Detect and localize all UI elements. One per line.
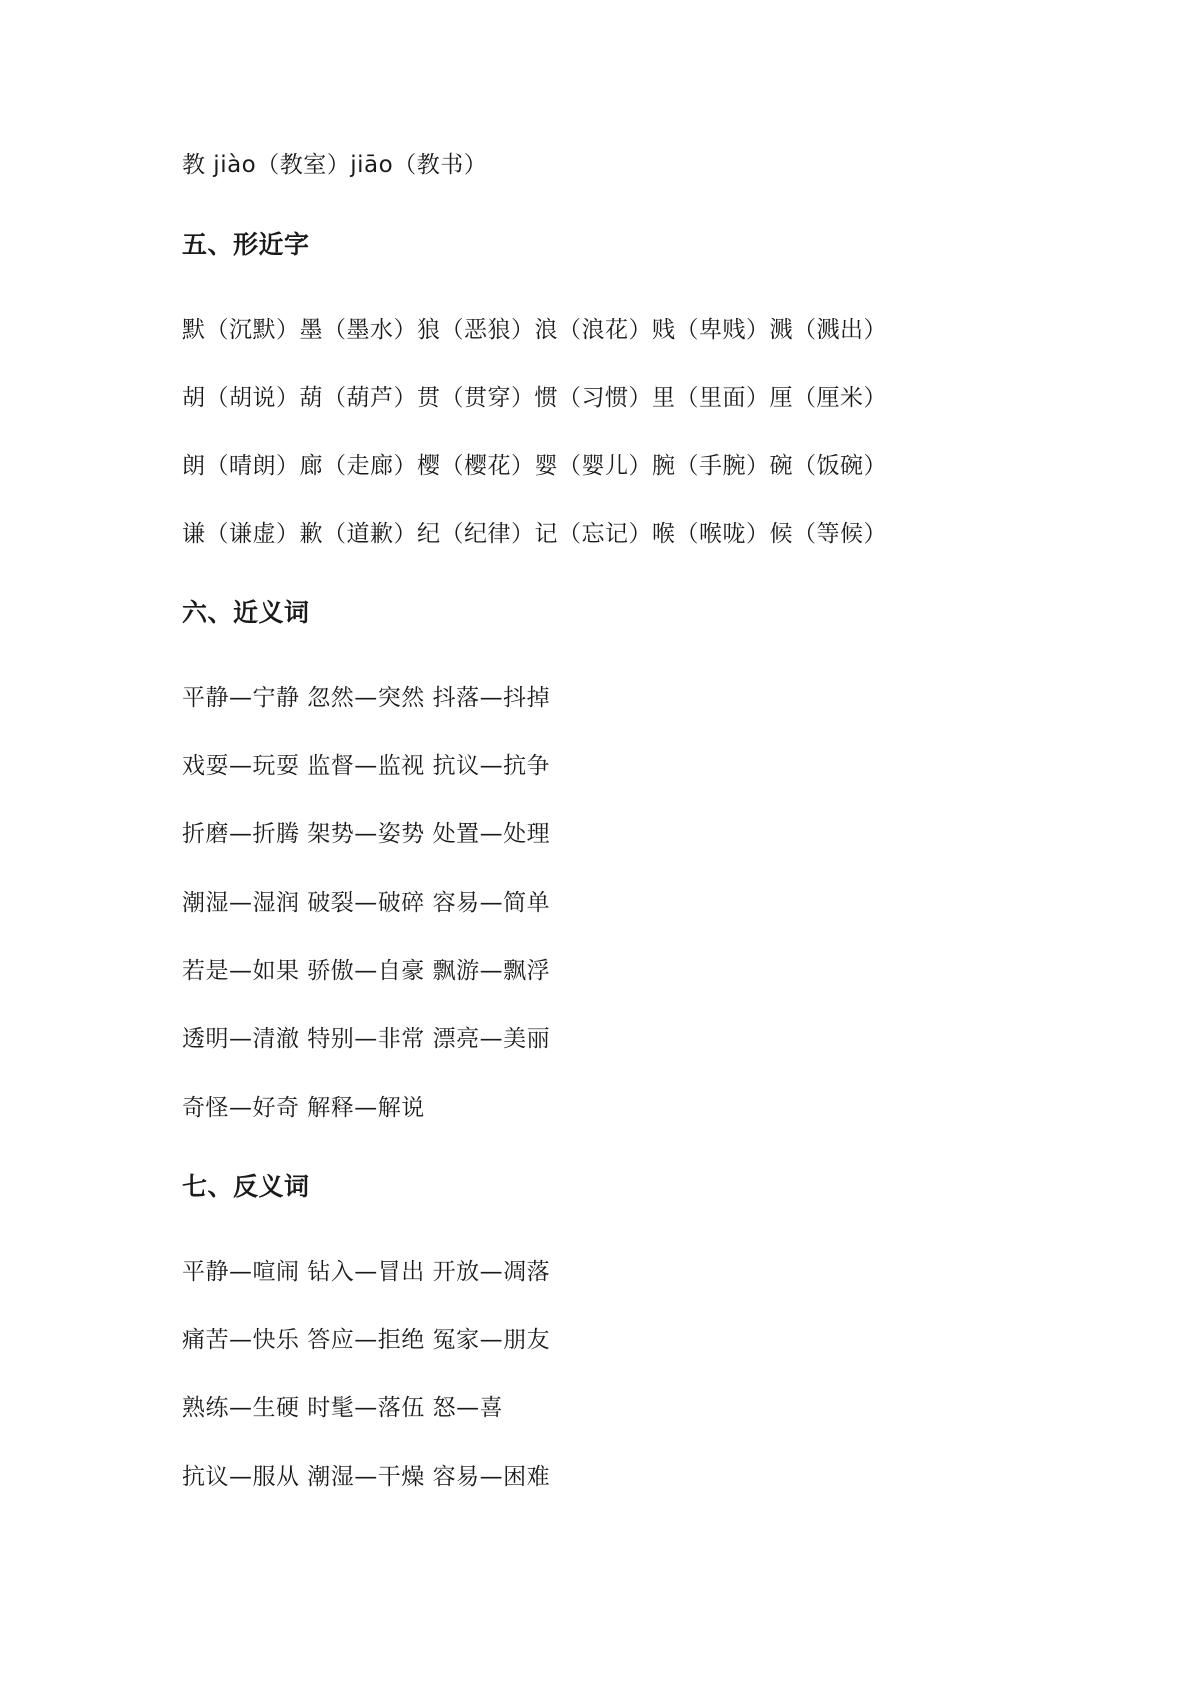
polyphonic-line: 教 jiào（教室）jiāo（教书） xyxy=(182,152,488,178)
text-line: 透明—清澈 特别—非常 漂亮—美丽 xyxy=(182,1026,551,1052)
text-line: 谦（谦虚）歉（道歉）纪（纪律）记（忘记）喉（喉咙）候（等候） xyxy=(182,521,887,547)
text-line: 朗（晴朗）廊（走廊）樱（樱花）婴（婴儿）腕（手腕）碗（饭碗） xyxy=(182,453,887,479)
text-line: 熟练—生硬 时髦—落伍 怒—喜 xyxy=(182,1395,504,1421)
text-line: 戏耍—玩耍 监督—监视 抗议—抗争 xyxy=(182,753,551,779)
section-heading-antonyms: 七、反义词 xyxy=(182,1172,310,1201)
text-line: 潮湿—湿润 破裂—破碎 容易—简单 xyxy=(182,890,551,916)
document-page xyxy=(182,0,1082,1684)
section-heading-similar-characters: 五、形近字 xyxy=(182,230,310,259)
text-line: 折磨—折腾 架势—姿势 处置—处理 xyxy=(182,821,551,847)
text-line: 默（沉默）墨（墨水）狼（恶狼）浪（浪花）贱（卑贱）溅（溅出） xyxy=(182,317,887,343)
text-line: 若是—如果 骄傲—自豪 飘游—飘浮 xyxy=(182,958,551,984)
text-line: 奇怪—好奇 解释—解说 xyxy=(182,1095,425,1121)
text-line: 平静—喧闹 钻入—冒出 开放—凋落 xyxy=(182,1259,551,1285)
text-line: 平静—宁静 忽然—突然 抖落—抖掉 xyxy=(182,685,551,711)
section-heading-synonyms: 六、近义词 xyxy=(182,598,310,627)
text-line: 胡（胡说）葫（葫芦）贯（贯穿）惯（习惯）里（里面）厘（厘米） xyxy=(182,385,887,411)
text-line: 抗议—服从 潮湿—干燥 容易—困难 xyxy=(182,1464,551,1490)
text-line: 痛苦—快乐 答应—拒绝 冤家—朋友 xyxy=(182,1327,551,1353)
